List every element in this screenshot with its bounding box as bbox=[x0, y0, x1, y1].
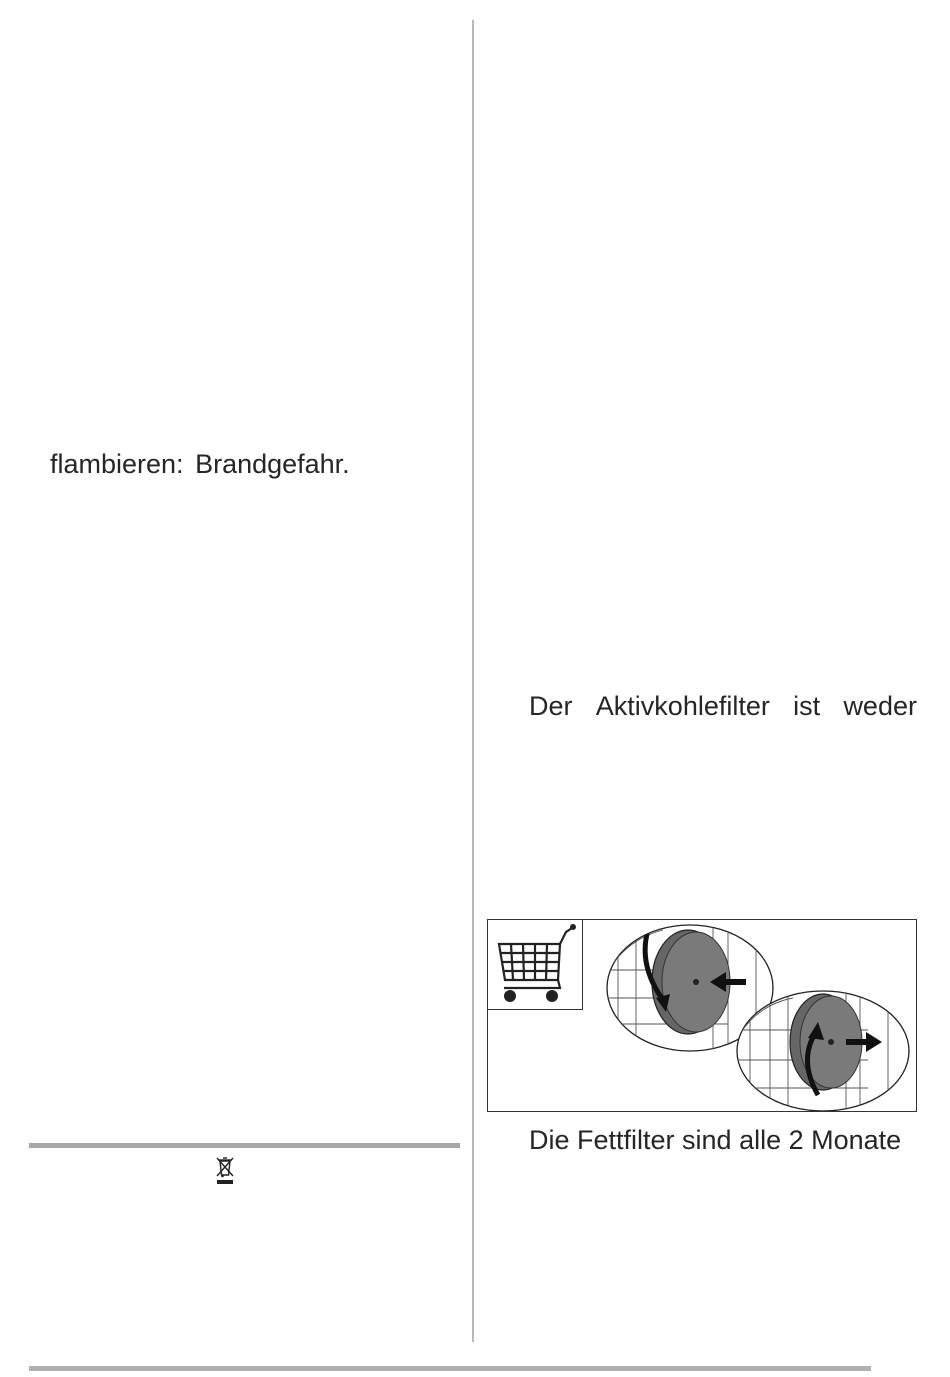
column-divider bbox=[472, 20, 474, 1342]
fire-warning-text: flambieren: Brandgefahr. bbox=[50, 449, 350, 479]
carbon-filter-word: Der bbox=[529, 691, 573, 721]
carbon-filter-word: weder bbox=[843, 691, 917, 721]
carbon-filter-word: ist bbox=[793, 691, 821, 721]
carbon-filter-word: Aktivkohlefilter bbox=[595, 691, 770, 721]
cart-icon-box bbox=[487, 919, 583, 1010]
carbon-filter-text bbox=[529, 690, 917, 722]
shopping-cart-icon bbox=[488, 920, 582, 1009]
page-bottom-rule bbox=[29, 1366, 871, 1371]
section-rule bbox=[29, 1143, 460, 1148]
grease-filter-text: Die Fettfilter sind alle 2 Monate bbox=[529, 1125, 902, 1155]
filter-attach-illustration bbox=[600, 925, 909, 1111]
crossed-out-wheelie-bin-icon bbox=[214, 1155, 236, 1185]
